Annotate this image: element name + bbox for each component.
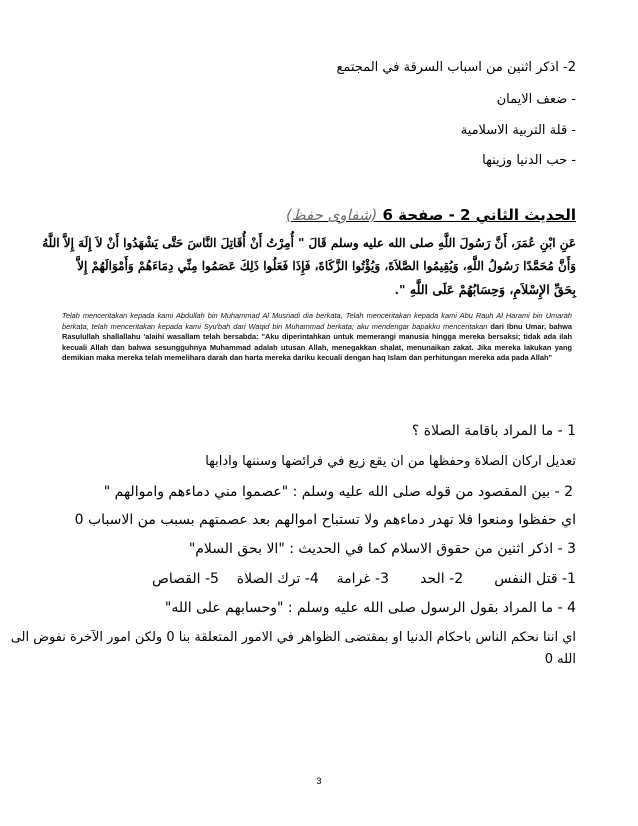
reason-love-of-world: - حب الدنيا وزينها xyxy=(482,153,576,168)
answer-4-line-1: اي اننا نحكم الناس باحكام الدنيا او بمقتضى الظواهر في الامور المتعلقة بنا 0 ولكن امور الآخرة نفوض الى xyxy=(10,630,576,645)
translation-sanad: Telah menceritakan kepada kami Abdullah bin Muhammad Al Musnadi dia berkata, Telah menceritakan kepada kami Abu Rauh Al Harami bin Umarah berkata, telah menceritakan kepada kami Syu'bah dari Waqid bin Muhammad berkata; aku mendengar bapakku menceritakan xyxy=(62,311,572,331)
question-1: 1 - ما المراد باقامة الصلاة ؟ xyxy=(411,423,576,439)
hadith-heading-tag: (شفاوى حفظ) xyxy=(285,206,378,224)
reason-weak-faith: - ضعف الايمان xyxy=(496,92,576,107)
answer-3-list xyxy=(60,570,576,588)
answer-2: اي حفظوا ومنعوا فلا تهدر دماءهم ولا تستباح اموالهم بعد عصمتهم بسبب من الاسباب 0 xyxy=(74,512,576,528)
question-thieves-reasons: 2- اذكر اثنين من اسباب السرقة في المجتمع xyxy=(336,60,576,75)
translation-matn: dari Ibnu Umar, bahwa Rasulullah shallallahu 'alaihi wasallam telah bersabda: "Aku diperintahkan untuk memerangi manusia hingga mereka bersaksi; tidak ada ilah kecuali Allah dan bahwa sesungguhnya Muhammad adalah utusan Allah, menegakkan shalat, menunaikan zakat. Jika mereka lakukan yang demikian maka mereka telah memelihara darah dan harta mereka dariku kecuali dengan haq Islam dan perhitungan mereka ada pada Allah" xyxy=(62,321,572,362)
reason-lack-education: - قلة التربية الاسلامية xyxy=(460,123,576,138)
right-item-2: 2- الحد xyxy=(420,571,464,587)
question-2: 2 - بين المقصود من قوله صلى الله عليه وسلم : "عصموا مني دماءهم واموالهم " xyxy=(103,484,573,500)
question-4: 4 - ما المراد بقول الرسول صلى الله عليه وسلم : "وحسابهم على الله" xyxy=(164,600,576,616)
answer-1: تعديل اركان الصلاة وحفظها من ان يقع زيع في فرائضها وسننها وادابها xyxy=(205,454,576,469)
answer-4-line-2: الله 0 xyxy=(544,652,576,667)
hadith-heading xyxy=(60,206,576,224)
hadith-translation xyxy=(62,311,572,364)
hadith-heading-title: الحديث الثاني 2 - صفحة 6 xyxy=(382,206,576,224)
hadith-line-3: بِحَقِّ الإِسْلاَمِ، وَحِسَابُهُمْ عَلَى اللَّهِ ". xyxy=(394,282,576,297)
hadith-line-1: عَنِ ابْنِ عُمَرَ، أَنَّ رَسُولَ اللَّهِ صلى الله عليه وسلم قَالَ " أُمِرْتُ أَنْ أُقَاتِلَ النَّاسَ حَتَّى يَشْهَدُوا أَنْ لاَ إِلَهَ إِلاَّ اللَّهُ xyxy=(42,236,576,250)
right-item-4: 4- ترك الصلاة xyxy=(236,571,319,587)
right-item-1: 1- قتل النفس xyxy=(494,571,576,587)
question-3: 3 - اذكر اثنين من حقوق الاسلام كما في الحديث : "الا بحق السلام" xyxy=(188,541,576,557)
page-number: 3 xyxy=(316,776,322,786)
hadith-line-2: وَأَنَّ مُحَمَّدًا رَسُولُ اللَّهِ، وَيُقِيمُوا الصَّلاَةَ، وَيُؤْتُوا الزَّكَاةَ، فَإِذَا فَعَلُوا ذَلِكَ عَصَمُوا مِنِّي دِمَاءَهُمْ وَأَمْوَالَهُمْ إِلاَّ xyxy=(77,259,576,273)
right-item-3: 3- غرامة xyxy=(336,571,389,587)
right-item-5: 5- القصاص xyxy=(151,571,219,587)
